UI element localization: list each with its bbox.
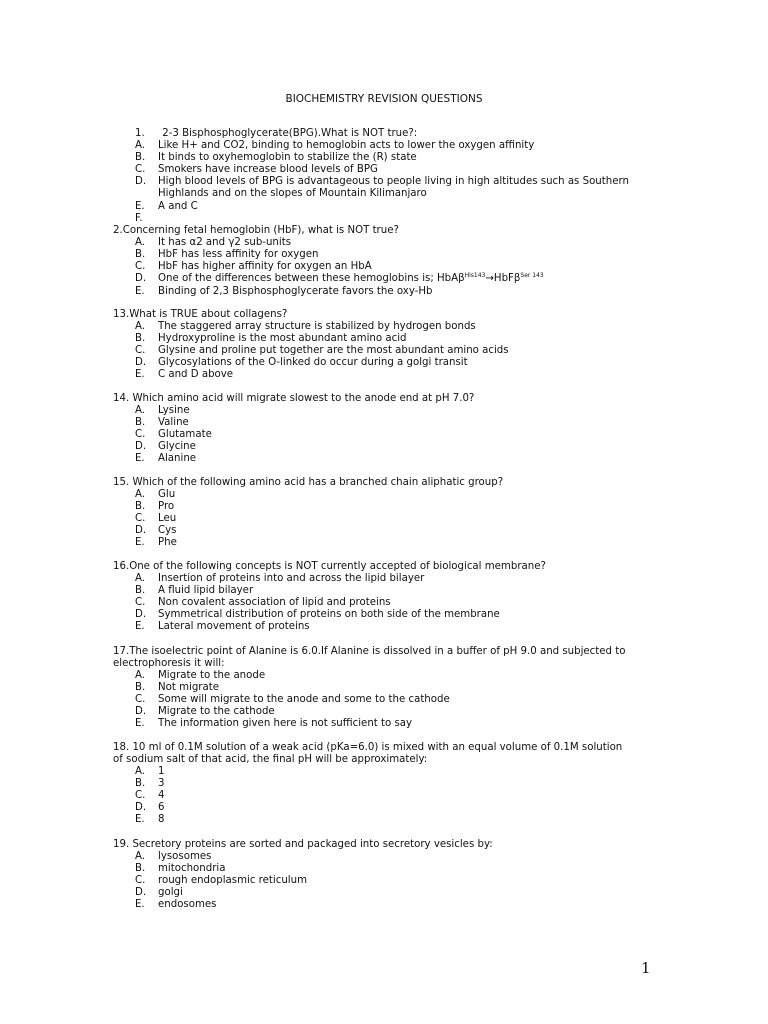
question-stem: 19. Secretory proteins are sorted and packaged into secretory vesicles by: [113, 839, 493, 850]
question-stem: 15. Which of the following amino acid has a branched chain aliphatic group? [113, 477, 504, 488]
question-stem: 14. Which amino acid will migrate slowest to the anode end at pH 7.0? [113, 393, 475, 404]
question-stem: 13.What is TRUE about collagens? [113, 309, 288, 320]
page-title: BIOCHEMISTRY REVISION QUESTIONS [285, 93, 483, 105]
question-stem: 17.The isoelectric point of Alanine is 6.0.If Alanine is dissolved in a buffer of pH 9.0 and subjected to electrophoresis it will: [113, 646, 626, 670]
question-stem: 16.One of the following concepts is NOT currently accepted of biological membrane? [113, 561, 546, 572]
question-stem: 2.Concerning fetal hemoglobin (HbF), what is NOT true? [113, 225, 399, 236]
question-number: 1. [135, 128, 145, 139]
question-stem: 18. 10 ml of 0.1M solution of a weak acid (pKa=6.0) is mixed with an equal volume of 0.1M solution of sodium salt of that acid, the final pH will be approximately: [113, 742, 623, 766]
page-number: 1 [641, 959, 651, 977]
question-stem: 1. 2-3 Bisphosphoglycerate(BPG).What is NOT true?: [135, 128, 418, 139]
